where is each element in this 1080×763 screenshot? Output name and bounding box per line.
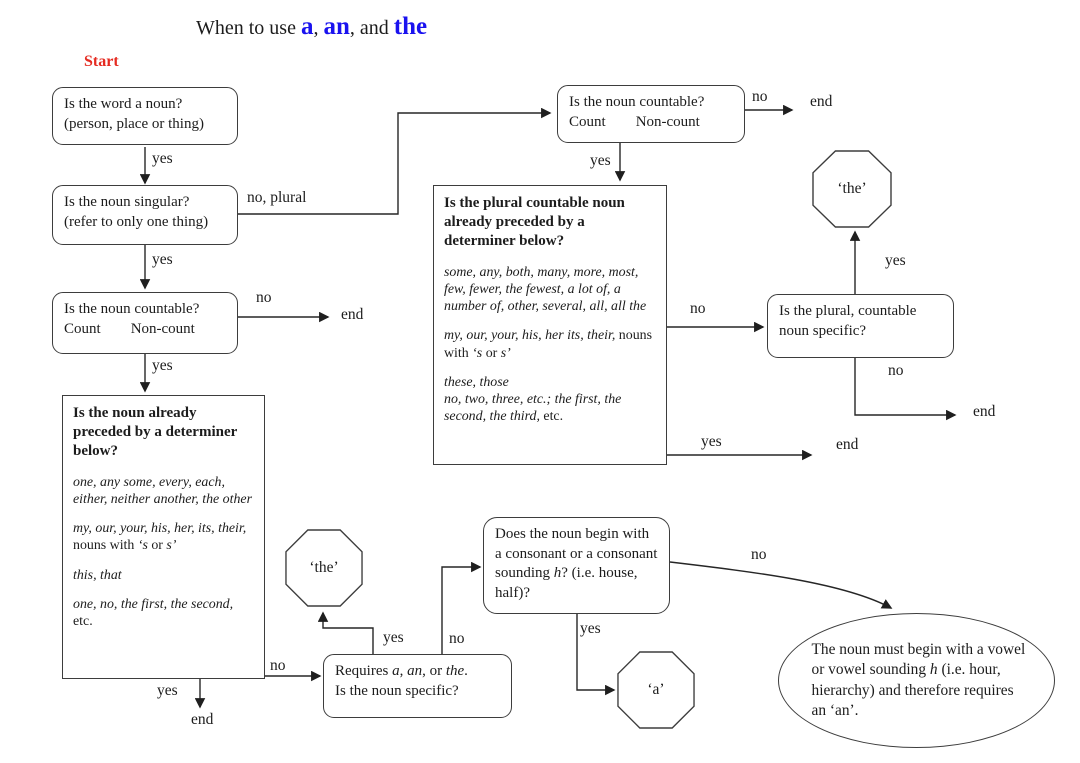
terminal-label: ‘the’ bbox=[837, 180, 867, 197]
edge-label-counttop-no: no bbox=[752, 88, 768, 105]
node-consonant-question bbox=[483, 517, 670, 614]
count-option: Count bbox=[64, 320, 101, 337]
determiner-list-4: one, no, the first, the second, etc. bbox=[73, 596, 234, 630]
determiner-list-1: one, any some, every, each, either, neither another, the other bbox=[73, 474, 253, 507]
terminal-the-mid bbox=[285, 529, 363, 607]
terminal-label: ‘a’ bbox=[647, 681, 665, 698]
node-is-noun-countable-top bbox=[557, 85, 745, 143]
node-is-noun-countable-left bbox=[52, 292, 238, 354]
terminal-a bbox=[617, 651, 695, 729]
terminal-the-top bbox=[812, 150, 892, 228]
question-heading: Is the plural countable noun already preceded by a determiner below? bbox=[444, 195, 625, 249]
end-label-detplural: end bbox=[836, 436, 859, 453]
edge-label-requires-no: no bbox=[449, 630, 465, 647]
question-line: (person, place or thing) bbox=[64, 115, 204, 132]
question-line: Is the noun singular? bbox=[64, 194, 190, 210]
count-option: Count bbox=[569, 113, 606, 130]
end-label-counttop: end bbox=[810, 93, 833, 110]
node-is-plural-noun-specific bbox=[767, 294, 954, 358]
node-determiner-singular bbox=[62, 395, 265, 679]
count-noncount-row bbox=[64, 320, 226, 340]
noncount-option: Non-count bbox=[635, 113, 700, 130]
noncount-option: Non-count bbox=[130, 320, 195, 337]
edge-label-detsingular-yes: yes bbox=[157, 682, 178, 699]
edge-label-consonant-yes: yes bbox=[580, 620, 601, 637]
terminal-text: The noun must begin with a vowel or vowel sounding h (i.e. hour, hierarchy) and therefore requires an ‘an’. bbox=[811, 641, 1026, 719]
edge-label-detplural-no: no bbox=[690, 300, 706, 317]
determiner-list-3b: no, two, three, etc.; the first, the second, the third, etc. bbox=[444, 392, 622, 425]
question-line: Is the word a noun? bbox=[64, 96, 183, 112]
connector-specific-no-end bbox=[855, 358, 955, 415]
determiner-list-3: this, that bbox=[73, 567, 122, 583]
question-line: Is the plural, countable noun specific? bbox=[779, 303, 917, 339]
question-line: Is the noun countable? bbox=[569, 94, 705, 110]
node-determiner-plural bbox=[433, 185, 667, 465]
determiner-list-1: some, any, both, many, more, most, few, fewer, the fewest, a lot of, a number of, other, several, all, all the bbox=[444, 264, 647, 315]
question-line: Requires a, an, or the. bbox=[335, 663, 468, 679]
edge-label-countleft-yes: yes bbox=[152, 357, 173, 374]
node-is-word-a-noun bbox=[52, 87, 238, 145]
connector-consonant-no-an bbox=[670, 562, 891, 608]
edge-label-specific-no: no bbox=[888, 362, 904, 379]
edge-label-countleft-no: no bbox=[256, 289, 272, 306]
edge-label-singular-no-plural: no, plural bbox=[247, 189, 307, 206]
edge-label-noun-yes: yes bbox=[152, 150, 173, 167]
determiner-list-3a: these, those bbox=[444, 374, 509, 390]
question-line: (refer to only one thing) bbox=[64, 213, 209, 230]
node-requires-a-an-the bbox=[323, 654, 512, 718]
page-title: When to use a, an, and the bbox=[196, 13, 428, 40]
question-heading: Is the noun already preceded by a determiner below? bbox=[73, 405, 237, 459]
edge-label-requires-yes: yes bbox=[383, 629, 404, 646]
edge-label-detsingular-no: no bbox=[270, 657, 286, 674]
end-label-countleft: end bbox=[341, 306, 364, 323]
terminal-an-ellipse bbox=[778, 613, 1055, 748]
end-label-specific: end bbox=[973, 403, 996, 420]
count-noncount-row bbox=[569, 113, 733, 133]
terminal-label: ‘the’ bbox=[309, 559, 339, 576]
edge-label-counttop-yes: yes bbox=[590, 152, 611, 169]
edge-label-singular-yes: yes bbox=[152, 251, 173, 268]
determiner-list-2: my, our, your, his, her, its, their, nouns with ‘s or s’ bbox=[73, 521, 247, 554]
question-line: Is the noun countable? bbox=[64, 301, 200, 317]
edge-label-consonant-no: no bbox=[751, 546, 767, 563]
start-label: Start bbox=[84, 53, 119, 70]
determiner-list-2: my, our, your, his, her its, their, nouns with ‘s or s’ bbox=[444, 328, 652, 361]
end-label-detsingular: end bbox=[191, 711, 214, 728]
edge-label-detplural-yes: yes bbox=[701, 433, 722, 450]
edge-label-specific-yes: yes bbox=[885, 252, 906, 269]
question-line: Is the noun specific? bbox=[335, 682, 459, 699]
question-line: Does the noun begin with a consonant or a consonant sounding h? (i.e. house, half)? bbox=[495, 526, 658, 601]
connector-requires-yes-the bbox=[323, 613, 373, 654]
node-is-noun-singular bbox=[52, 185, 238, 245]
